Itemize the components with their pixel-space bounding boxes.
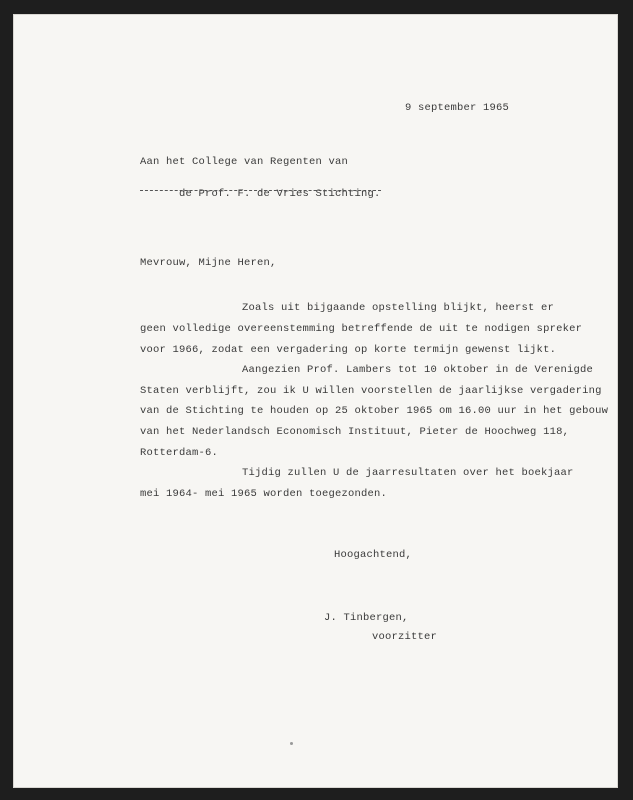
body-line: van het Nederlandsch Economisch Instituut, Pieter de Hoochweg 118,	[140, 426, 570, 438]
signatory-name: J. Tinbergen,	[324, 612, 409, 624]
letter-date: 9 september 1965	[405, 102, 510, 114]
body-line: Rotterdam-6.	[140, 447, 219, 459]
letter-page	[13, 14, 618, 788]
body-line: voor 1966, zodat een vergadering op korte termijn gewenst lijkt.	[140, 344, 557, 356]
signatory-title: voorzitter	[372, 631, 438, 643]
addressee-underline	[140, 190, 381, 191]
body-line: van de Stichting te houden op 25 oktober 1965 om 16.00 uur in het gebouw	[140, 405, 609, 417]
body-line: Aangezien Prof. Lambers tot 10 oktober in de Verenigde	[242, 364, 594, 376]
closing: Hoogachtend,	[334, 549, 413, 561]
addressee-line-2	[140, 176, 381, 224]
body-line: geen volledige overeenstemming betreffende de uit te nodigen spreker	[140, 323, 583, 335]
salutation: Mevrouw, Mijne Heren,	[140, 257, 277, 269]
body-line: Tijdig zullen U de jaarresultaten over het boekjaar	[242, 467, 574, 479]
paper-speck	[290, 742, 293, 745]
body-line: mei 1964- mei 1965 worden toegezonden.	[140, 488, 388, 500]
addressee-line-1: Aan het College van Regenten van	[140, 156, 349, 168]
body-line: Zoals uit bijgaande opstelling blijkt, heerst er	[242, 302, 555, 314]
body-line: Staten verblijft, zou ik U willen voorstellen de jaarlijkse vergadering	[140, 385, 602, 397]
addressee-line-2-text: de Prof. F. de Vries Stichting.	[179, 188, 381, 200]
